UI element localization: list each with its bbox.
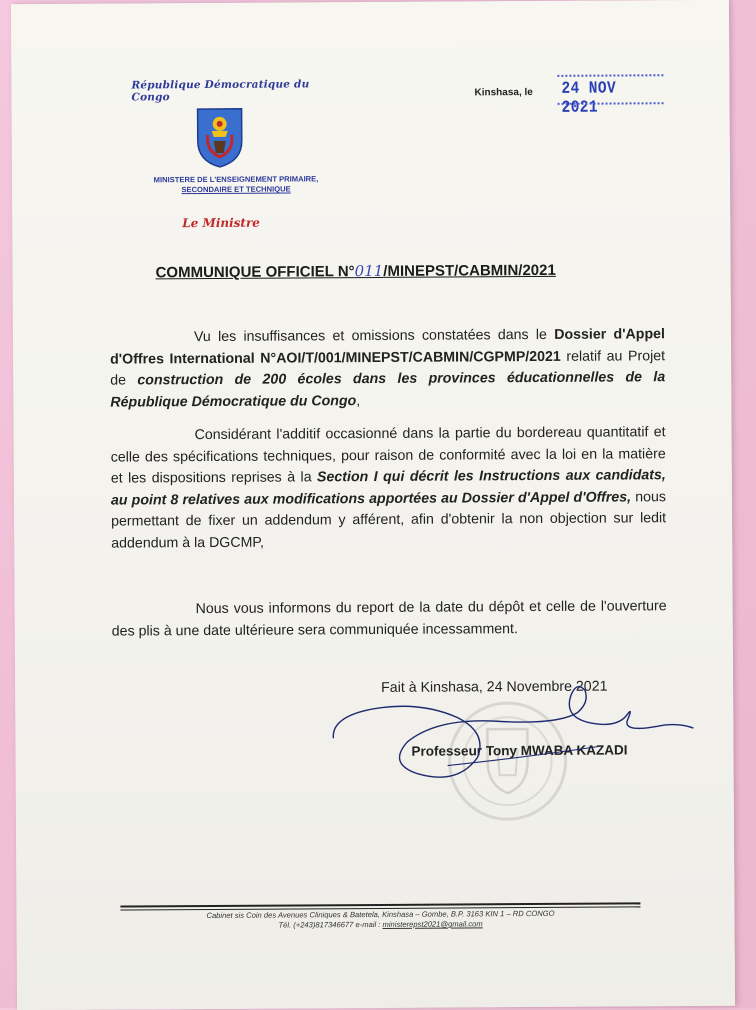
ministry-name	[138, 174, 334, 195]
paragraph-1-text-c: ,	[356, 392, 361, 409]
minister-heading: Le Ministre	[182, 215, 260, 231]
paragraph-2-text-b: nous permettant de fixer un addendum y afférent, afin d'obtenir la non objection sur ledit addendum à la DGCMP,	[111, 488, 667, 552]
footer-email-link[interactable]: ministerepst2021@gmail.com	[382, 919, 483, 929]
signer-name: Professeur Tony MWABA KAZADI	[411, 742, 628, 759]
paragraph-1	[110, 324, 666, 414]
document-page	[11, 0, 735, 1010]
paragraph-2-text-a: Considérant l'additif occasionné dans la partie du bordereau quantitatif et celle des spécifications techniques, pour raison de conformité avec la loi en la matière et les dispositions reprises à la	[110, 424, 666, 487]
paragraph-1-bold-a: Dossier d'Appel d'Offres International N°AOI/T/001/MINEPST/CABMIN/CGPMP/2021	[110, 326, 666, 368]
paragraph-3	[112, 596, 667, 643]
ministry-line-2: SECONDAIRE ET TECHNIQUE	[181, 184, 291, 195]
stamp-border-bottom	[558, 102, 664, 109]
paragraph-3-text: Nous vous informons du report de la date du dépôt et celle de l'ouverture des plis à une date ultérieure sera communiquée incessamment.	[111, 598, 667, 640]
date-stamp	[557, 72, 663, 118]
footer-phone: Tél. (+243)817346677 e-mail :	[278, 919, 383, 930]
paragraph-1-bold-italic: construction de 200 écoles dans les provinces éducationnelles de la République Démocratique du Congo	[110, 369, 666, 411]
handwritten-signature	[327, 676, 698, 798]
paragraph-1-text-a: Vu les insuffisances et omissions constatées dans le	[193, 326, 555, 346]
paragraph-2-bold-italic: Section I qui décrit les Instructions aux candidats, au point 8 relatives aux modifications apportées au Dossier d'Appel d'Offres,	[110, 467, 666, 509]
coat-of-arms-emblem	[190, 107, 250, 169]
title-prefix: COMMUNIQUE OFFICIEL N°	[155, 263, 355, 282]
footer-contact	[121, 918, 641, 931]
footer	[120, 908, 640, 931]
title-suffix: /MINEPST/CABMIN/2021	[383, 261, 556, 280]
paragraph-1-text-b: relatif au Projet de	[110, 347, 666, 389]
closing-place-date: Fait à Kinshasa, 24 Novembre 2021	[381, 678, 608, 696]
paragraph-2	[111, 422, 667, 555]
ministry-line-1: MINISTERE DE L'ENSEIGNEMENT PRIMAIRE,	[153, 174, 319, 185]
title-number: 011	[354, 261, 384, 281]
country-name: République Démocratique du Congo	[131, 78, 310, 104]
communique-title	[156, 260, 676, 281]
stamp-date-text: 24 NOV 2021	[561, 79, 617, 118]
dateline-place: Kinshasa, le	[474, 87, 533, 99]
footer-address: Cabinet sis Coin des Avenues Cliniques & Batetela, Kinshasa – Gombe, B.P. 3163 KIN 1 – RD CONGO	[206, 908, 555, 921]
